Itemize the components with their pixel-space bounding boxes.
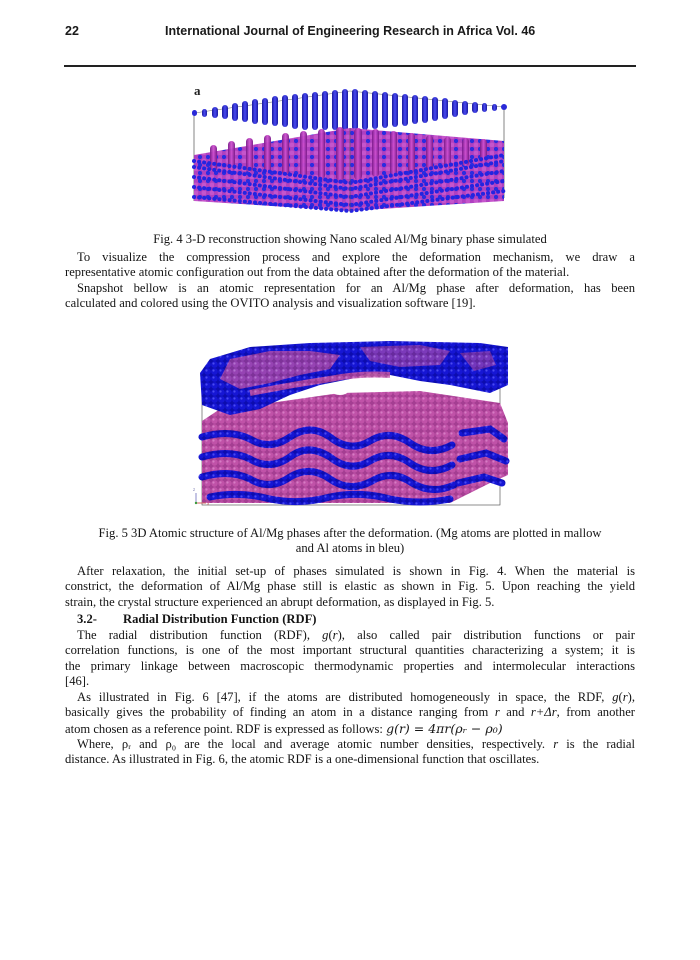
- figure-5-caption-line-1: Fig. 5 3D Atomic structure of Al/Mg phases after the deformation. (Mg atoms are plotted in mallow: [98, 526, 602, 540]
- deformed-atomic-structure-illustration: [190, 333, 512, 513]
- figure-4-image: [190, 83, 508, 218]
- figure-4-caption: [65, 232, 635, 247]
- paragraph-3: [65, 564, 635, 610]
- paragraph-2-line-2: calculated and colored using the OVITO analysis and visualization software [19].: [65, 295, 476, 310]
- journal-title: International Journal of Engineering Research in Africa Vol. 46: [165, 24, 536, 38]
- figure-5-caption: [65, 526, 635, 557]
- paragraph-5-line-2: basically gives the probability of finding an atom in a distance ranging from r and r+Δr, from another: [65, 705, 635, 720]
- rdf-equation: g(r) = 4πr(ρᵣ − ρ₀): [386, 720, 503, 736]
- paragraph-1: [65, 250, 635, 311]
- paragraph-4-line-1: The radial distribution function (RDF), g(r), also called pair distribution functions or pair: [77, 628, 635, 642]
- section-number: 3.2-: [77, 612, 97, 626]
- axis-label-x: x: [207, 501, 210, 506]
- paragraph-3-line-2: constrict, the deformation of Al/Mg phase still is elastic as shown in Fig. 5. Upon reaching the yield: [65, 579, 635, 594]
- figure-5-caption-line-2: and Al atoms in bleu): [295, 541, 405, 556]
- section-heading: [65, 612, 635, 627]
- paragraph-6: [65, 737, 635, 768]
- paragraph-2-line-1: Snapshot bellow is an atomic representation for an Al/Mg phase after deformation, has been: [77, 280, 635, 295]
- section-title: Radial Distribution Function (RDF): [123, 612, 317, 626]
- panel-label: a: [194, 83, 201, 98]
- axis-label-z: z: [193, 487, 196, 492]
- paragraph-4-line-4: [46].: [65, 673, 90, 688]
- figure-5-image: [190, 333, 512, 513]
- paragraph-6-line-2: distance. As illustrated in Fig. 6, the atomic RDF is a one-dimensional function that oscillates.: [65, 752, 540, 767]
- running-header: [65, 24, 635, 44]
- paragraph-1-line-1: To visualize the compression process and explore the deformation mechanism, we draw a: [77, 250, 635, 264]
- paragraph-5-line-3: atom chosen as a reference point. RDF is expressed as follows: g(r) = 4πr(ρᵣ − ρ₀): [65, 720, 503, 736]
- paragraph-1-line-2: representative atomic configuration out from the data obtained after the deformation of the material.: [65, 265, 570, 280]
- paragraph-6-line-1: Where, ρᵣ and ρ₀ are the local and average atomic number densities, respectively. r is the radial: [77, 737, 635, 751]
- paragraph-3-line-3: strain, the crystal structure experienced an abrupt deformation, as displayed in Fig. 5.: [65, 594, 495, 609]
- paragraph-4-line-3: the primary linkage between macroscopic thermodynamic properties and intermolecular interactions: [65, 658, 635, 673]
- atomic-lattice-illustration: [190, 83, 508, 218]
- paragraph-5-line-1: As illustrated in Fig. 6 [47], if the atoms are distributed homogeneously in space, the RDF, g(r),: [77, 690, 635, 704]
- paragraph-3-line-1: After relaxation, the initial set-up of phases simulated is shown in Fig. 4. When the material is: [77, 564, 635, 578]
- paragraph-4: [65, 628, 635, 689]
- header-divider: [64, 65, 636, 67]
- page-number: 22: [65, 24, 79, 38]
- paragraph-5: [65, 690, 635, 737]
- paragraph-4-line-2: correlation functions, is one of the most important structural quantities characterizing a system; it is: [65, 643, 635, 658]
- figure-4-caption-text: Fig. 4 3-D reconstruction showing Nano scaled Al/Mg binary phase simulated: [153, 232, 547, 246]
